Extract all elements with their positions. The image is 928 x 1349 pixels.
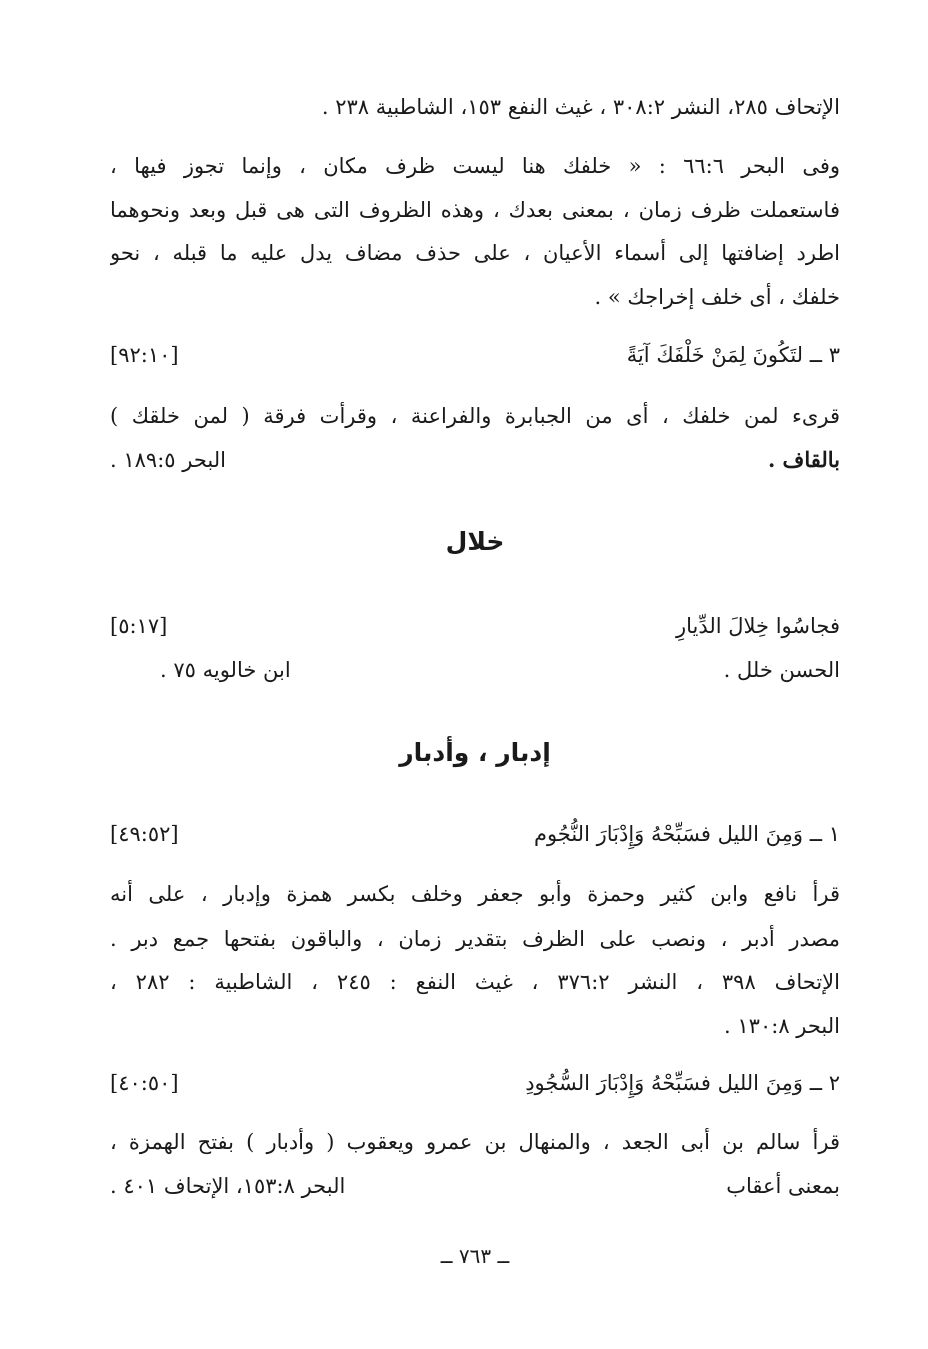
text-line: قرىء لمن خلفك ، أى من الجبابرة والفراعنة ، وقرأت فرقة ( لمن خلقك ) — [110, 404, 840, 428]
verse-reference: [٥:١٧] — [110, 614, 168, 638]
citation-row — [110, 656, 840, 686]
text-line: فاستعملت ظرف زمان ، بمعنى بعدك ، وهذه الظروف التى هى قبل وبعد ونحوهما — [110, 198, 840, 222]
verse-row — [110, 341, 840, 371]
text-line: الإتحاف ٢٨٥، النشر ٣٠٨:٢ ، غيث النفع ١٥٣، الشاطبية ٢٣٨ . — [321, 95, 840, 119]
verse-text: ٣ ــ لتَكُونَ لِمَنْ خَلْفَكَ آيَةً — [626, 343, 840, 367]
text-line: اطرد إضافتها إلى أسماء الأعيان ، على حذف مضاف يدل عليه ما قبله ، نحو — [110, 241, 840, 265]
text-line: الإتحاف ٣٩٨ ، النشر ٣٧٦:٢ ، غيث النفع : ٢٤٥ ، الشاطبية : ٢٨٢ ، — [110, 970, 840, 994]
citation-row — [110, 446, 840, 476]
verse-text: فجاسُوا خِلالَ الدِّيارِ — [675, 614, 840, 638]
verse-reference: [٩٢:١٠] — [110, 343, 179, 367]
section-heading: إدبار ، وأدبار — [399, 738, 551, 767]
section-heading: خلال — [445, 527, 505, 556]
text-line: قرأ نافع وابن كثير وحمزة وأبو جعفر وخلف بكسر همزة وإدبار ، على أنه — [110, 882, 840, 906]
text-line: مصدر أدبر ، ونصب على الظرف بتقدير زمان ، والباقون بفتحها جمع دبر . — [110, 927, 840, 951]
verse-row — [110, 1069, 840, 1099]
verse-row — [110, 612, 840, 642]
verse-reference: [٤٠:٥٠] — [110, 1071, 179, 1095]
page-number: ــ ٧٦٣ ــ — [440, 1244, 510, 1268]
text-fragment: بالقاف . — [767, 447, 840, 472]
text-line: قرأ سالم بن أبى الجعد ، والمنهال بن عمرو ويعقوب ( وأدبار ) بفتح الهمزة ، — [110, 1130, 840, 1154]
verse-reference: [٤٩:٥٢] — [110, 822, 179, 846]
citation: ابن خالويه ٧٥ . — [160, 658, 291, 682]
citation: البحر ١٨٩:٥ . — [110, 448, 226, 472]
text-fragment: بمعنى أعقاب — [726, 1174, 840, 1198]
verse-text: ٢ ــ وَمِنَ الليل فسَبِّحْهُ وَإِدْبَارَ السُّجُودِ — [525, 1071, 840, 1095]
text-line: خلفك ، أى خلف إخراجك » . — [594, 285, 840, 309]
text-line: البحر ١٣٠:٨ . — [724, 1014, 840, 1038]
text-fragment: الحسن خلل . — [723, 658, 840, 682]
verse-row — [110, 820, 840, 850]
citation: البحر ١٥٣:٨، الإتحاف ٤٠١ . — [110, 1174, 346, 1198]
verse-text: ١ ــ وَمِنَ الليل فسَبِّحْهُ وَإِدْبَارَ النُّجُوم — [533, 822, 840, 846]
citation-row — [110, 1172, 840, 1202]
text-line: وفى البحر ٦٦:٦ : « خلفك هنا ليست ظرف مكان ، وإنما تجوز فيها ، — [110, 154, 840, 178]
